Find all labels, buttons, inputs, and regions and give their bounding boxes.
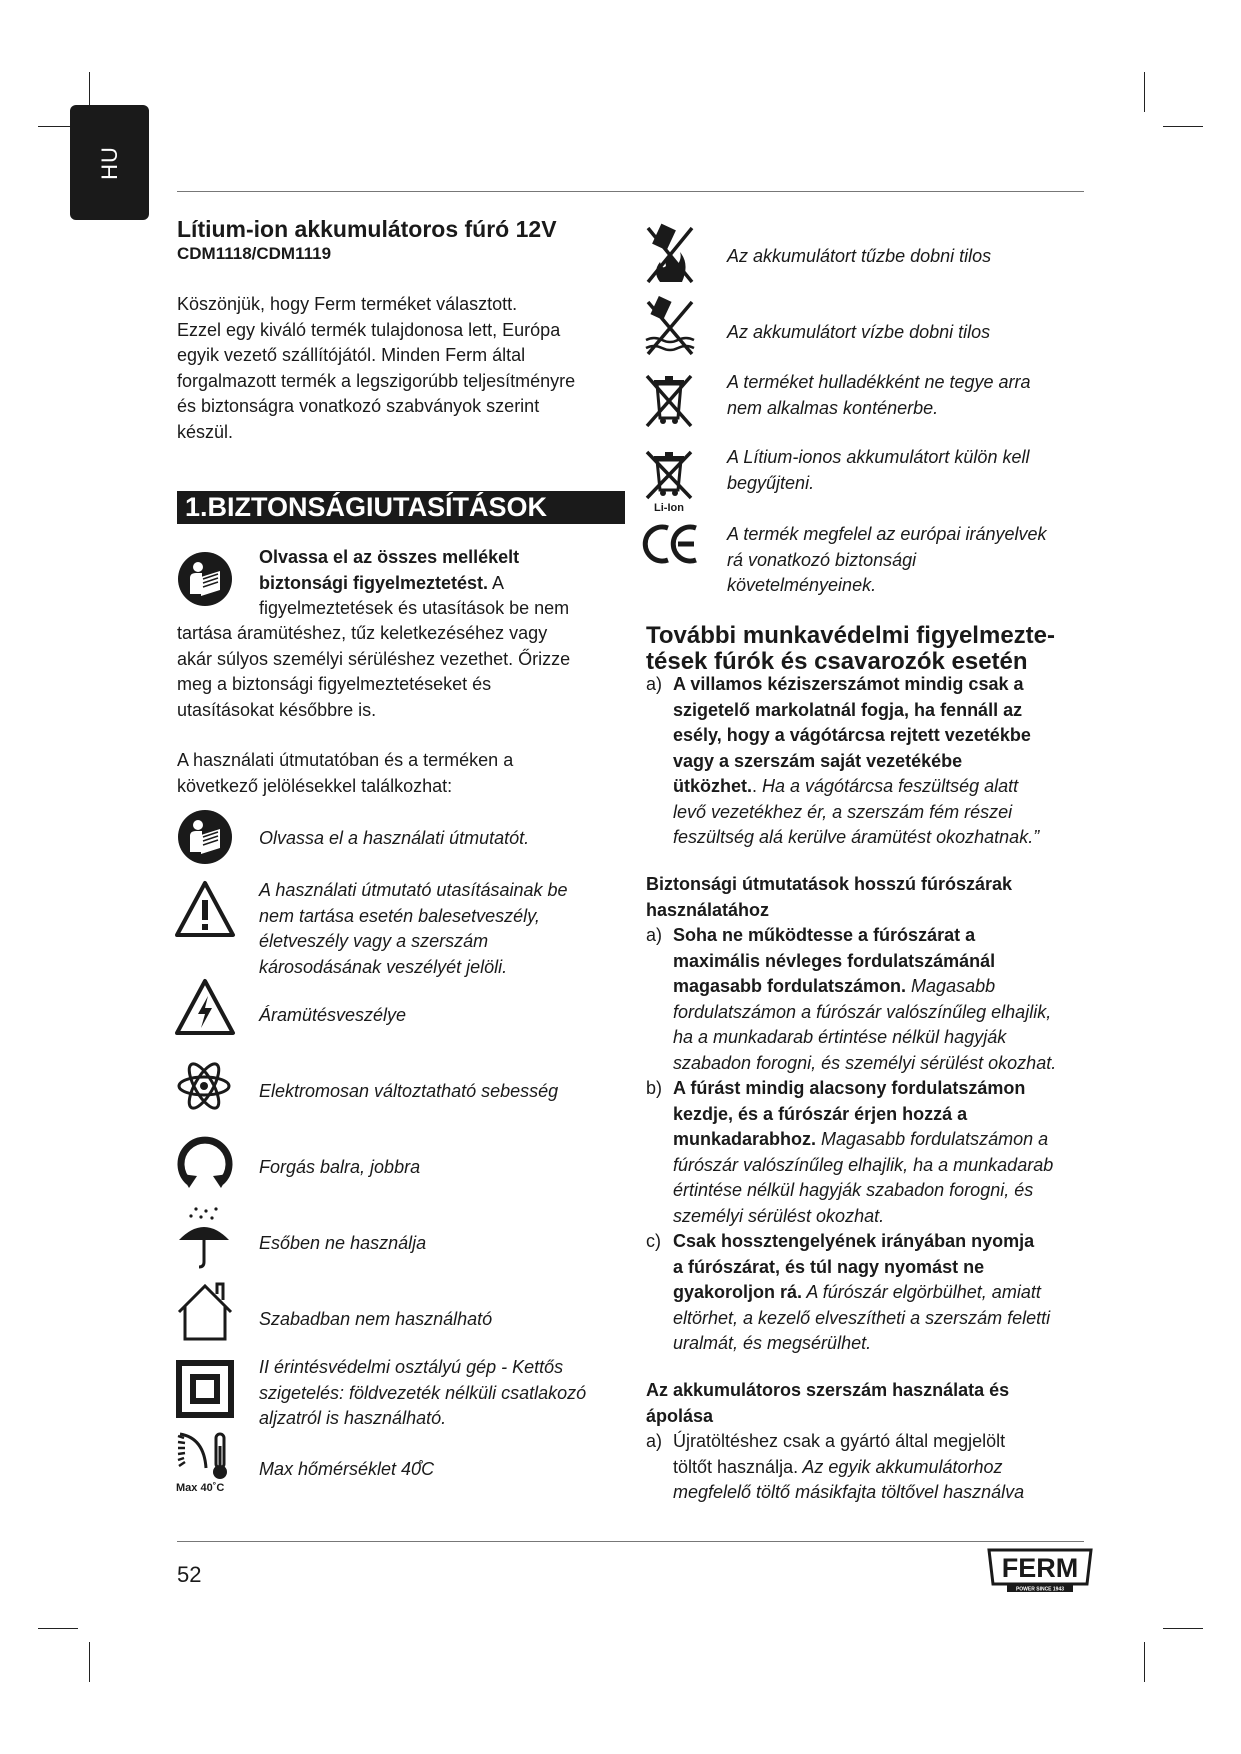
symbol-caption: Esőben ne használja — [259, 1233, 427, 1253]
symbol-caption: Max hőmérséklet 40̊C — [259, 1459, 435, 1479]
house-icon — [175, 1282, 235, 1342]
symbol-caption: A használati útmutató utasításainak be — [259, 880, 568, 900]
list-item — [646, 672, 1096, 851]
italic-line: eltörhet, a kezelő elveszítheti a szerszám feletti — [673, 1307, 1051, 1328]
section-title: 1.BIZTONSÁGIUTASÍTÁSOK — [177, 491, 625, 524]
symbol-caption: Olvassa el a használati útmutatót. — [259, 828, 530, 848]
ferm-logo-text: FERM — [1001, 1553, 1079, 1583]
language-tab — [70, 105, 149, 220]
italic-line: A fúrószár elgörbülhet, amiatt — [802, 1282, 1041, 1302]
intro-line: és biztonságra vonatkozó szabványok szerint — [177, 396, 540, 416]
italic-line: ha a munkadarab értintése nélkül hagyják — [673, 1027, 1007, 1047]
italic-line: levő vezetékhez ér, a szerszám fém részei — [673, 801, 1013, 822]
symbol-caption: életveszély vagy a szerszám — [259, 931, 489, 951]
bold-line: ütközhet. — [673, 776, 752, 796]
warning-line: tartása áramütéshez, tűz keletkezéséhez vagy — [177, 623, 548, 643]
warning-bold-line: biztonsági figyelmeztetést. — [259, 572, 489, 593]
marks-intro — [177, 748, 637, 799]
subsection-title — [646, 623, 1096, 675]
bold-line: maximális névleges fordulatszámánál — [673, 950, 996, 971]
bold-line: Soha ne működtesse a fúrószárat a — [673, 925, 976, 945]
read-manual-icon — [176, 550, 234, 608]
page-number: 52 — [177, 1562, 202, 1587]
rotation-icon — [175, 1130, 235, 1190]
ce-mark-icon — [642, 522, 702, 566]
symbol-caption: nem tartása esetén balesetveszély, — [259, 905, 540, 926]
marks-intro-line: következő jelölésekkel találkozhat: — [177, 775, 453, 796]
symbol-caption-block — [259, 1355, 639, 1432]
symbol-caption: II érintésvédelmi osztályú gép - Kettős — [259, 1357, 564, 1377]
intro-line: készül. — [177, 421, 234, 442]
heading-line: ápolása — [646, 1405, 714, 1426]
intro-line: egyik vezető szállítójától. Minden Ferm által — [177, 345, 526, 365]
section-heading — [646, 872, 1096, 923]
heading-line: Az akkumulátoros szerszám használata és — [646, 1380, 1010, 1400]
bottom-rule — [177, 1541, 1084, 1542]
double-insulation-icon — [176, 1360, 234, 1418]
top-rule — [177, 191, 1084, 192]
crossed-bin-li-ion-icon — [643, 448, 695, 514]
italic-line: Az egyik akkumulátorhoz — [798, 1456, 1003, 1477]
intro-line: Köszönjük, hogy Ferm terméket választott. — [177, 294, 518, 314]
li-ion-label: Li-Ion — [654, 502, 684, 514]
bold-line: szigetelő markolatnál fogja, ha fennáll az — [673, 699, 1023, 720]
heading-line: Biztonsági útmutatások hosszú fúrószárak — [646, 874, 1013, 894]
max-temperature-icon — [174, 1432, 234, 1494]
list-label: a) — [646, 674, 663, 694]
electric-shock-icon — [174, 978, 236, 1036]
symbol-caption: Az akkumulátort vízbe dobni tilos — [727, 322, 991, 342]
list-item — [646, 923, 1096, 1076]
language-tab-label: HU — [96, 145, 122, 180]
symbol-caption: Forgás balra, jobbra — [259, 1157, 421, 1177]
bold-line: gyakoroljon rá. — [673, 1282, 803, 1302]
ferm-logo — [985, 1546, 1095, 1594]
subsection-title-line: tések fúrók és csavarozók esetén — [646, 648, 1028, 675]
warning-paragraph — [177, 621, 637, 723]
text-line: Újratöltéshez csak a gyártó által megjelölt — [673, 1431, 1006, 1451]
symbol-caption: A Lítium-ionos akkumulátort külön kell — [727, 447, 1030, 467]
warning-line: utasításokat későbbre is. — [177, 699, 377, 720]
list-item — [646, 1429, 1096, 1506]
text-line: töltőt használja. — [673, 1456, 799, 1477]
page-title: Lítium-ion akkumulátoros fúró 12V — [177, 216, 557, 242]
intro-line: forgalmazott termék a legszigorúbb teljesítményre — [177, 370, 576, 391]
warning-line: meg a biztonsági figyelmeztetéseket és — [177, 674, 492, 694]
symbol-caption: Az akkumulátort tűzbe dobni tilos — [727, 246, 992, 266]
symbol-caption-block — [727, 370, 1097, 421]
max-temp-label: Max 40˚C — [176, 1482, 225, 1494]
list-label: a) — [646, 925, 663, 945]
symbol-caption: begyűjteni. — [727, 472, 815, 493]
symbol-caption: aljzatról is használható. — [259, 1408, 447, 1428]
atom-icon — [176, 1058, 232, 1114]
italic-line: szabadon forogni, és személyi sérülést okozhat. — [673, 1052, 1057, 1073]
list-item — [646, 1229, 1096, 1357]
no-fire-battery-icon — [642, 222, 698, 288]
section-heading — [646, 1378, 1096, 1429]
italic-line: fordulatszámon a fúrószár valószínűleg elhajlik, — [673, 1001, 1052, 1022]
symbol-caption: Szabadban nem használható — [259, 1309, 493, 1329]
bold-line: A villamos kéziszerszámot mindig csak a — [673, 674, 1024, 694]
italic-line: Magasabb fordulatszámon a — [816, 1129, 1049, 1149]
symbol-caption-block — [259, 878, 639, 980]
italic-line: értintése nélkül hagyják szabadon forogni, és — [673, 1180, 1034, 1200]
warning-line: figyelmeztetések és utasítások be nem — [259, 598, 570, 618]
italic-line: Magasabb — [906, 976, 996, 996]
bold-line: esély, hogy a vágótárcsa rejtett vezetékbe — [673, 725, 1031, 745]
text-dot: . — [752, 776, 758, 796]
warning-line: akár súlyos személyi sérüléshez vezethet. Őrizze — [177, 648, 571, 669]
no-water-battery-icon — [642, 296, 698, 358]
italic-line: személyi sérülést okozhat. — [673, 1205, 885, 1226]
warning-text: A — [488, 572, 505, 593]
symbol-caption: követelményeinek. — [727, 575, 877, 595]
symbol-caption: A terméket hulladékként ne tegye arra — [727, 372, 1031, 392]
list-label: c) — [646, 1231, 661, 1251]
italic-line: Ha a vágótárcsa feszültség alatt — [757, 776, 1019, 796]
symbol-caption: szigetelés: földvezeték nélküli csatlakozó — [259, 1382, 587, 1403]
italic-line: megfelelő töltő másikfajta töltővel használva — [673, 1482, 1025, 1502]
symbol-caption: károsodásának veszélyét jelöli. — [259, 956, 508, 977]
bold-line: A fúrást mindig alacsony fordulatszámon — [673, 1078, 1026, 1098]
umbrella-rain-icon — [176, 1206, 232, 1270]
list-item — [646, 1076, 1096, 1229]
list-label: b) — [646, 1078, 663, 1098]
bold-line: a fúrószárat, és túl nagy nyomást ne — [673, 1256, 985, 1277]
italic-line: fúrószár valószínűleg elhajlik, ha a munkadarab — [673, 1154, 1054, 1175]
symbol-caption-block — [727, 522, 1107, 599]
subsection-title-line: További munkavédelmi figyelmezte- — [646, 622, 1055, 649]
model-number: CDM1118/CDM1119 — [177, 244, 332, 263]
symbol-caption: A termék megfelel az európai irányelvek — [727, 524, 1047, 544]
italic-line: feszültség alá kerülve áramütést okozhatnak.” — [673, 827, 1040, 847]
symbol-caption-block — [727, 445, 1097, 496]
bold-line: munkadarabhoz. — [673, 1129, 817, 1149]
intro-paragraph — [177, 292, 637, 445]
ferm-tagline: POWER SINCE 1943 — [1015, 1586, 1065, 1593]
bold-line: magasabb fordulatszámon. — [673, 976, 907, 996]
bold-line: kezdje, és a fúrószár érjen hozzá a — [673, 1103, 968, 1124]
bold-line: vagy a szerszám saját vezetékébe — [673, 750, 963, 771]
symbol-caption: Elektromosan változtatható sebesség — [259, 1081, 559, 1101]
marks-intro-line: A használati útmutatóban és a terméken a — [177, 750, 514, 770]
intro-line: Ezzel egy kiváló termék tulajdonosa lett, Európa — [177, 319, 561, 340]
crossed-bin-icon — [643, 372, 695, 428]
bold-line: Csak hossztengelyének irányában nyomja — [673, 1231, 1035, 1251]
warning-triangle-icon — [174, 880, 236, 938]
symbol-caption: Áramütésveszélye — [259, 1005, 407, 1025]
italic-line: uralmát, és megsérülhet. — [673, 1333, 872, 1353]
symbol-caption: rá vonatkozó biztonsági — [727, 549, 917, 570]
read-manual-icon — [176, 808, 234, 866]
list-label: a) — [646, 1431, 663, 1451]
symbol-caption: nem alkalmas konténerbe. — [727, 397, 939, 418]
heading-line: használatához — [646, 899, 770, 920]
warning-bold-line: Olvassa el az összes mellékelt — [259, 547, 520, 567]
